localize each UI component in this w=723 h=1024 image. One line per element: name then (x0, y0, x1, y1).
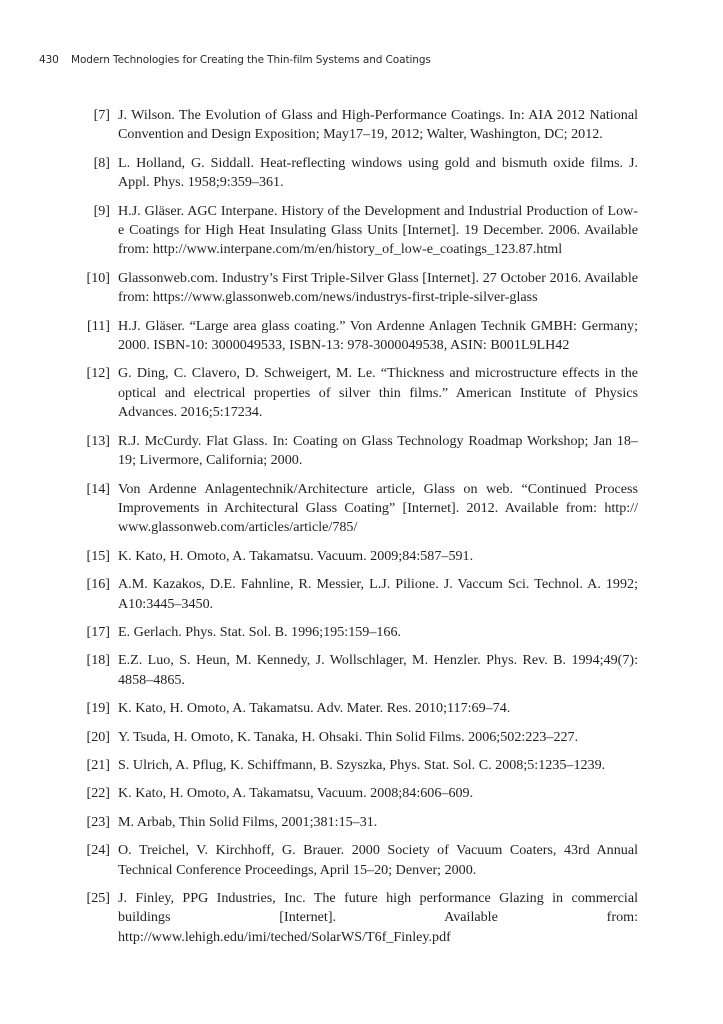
reference-number: [25] (86, 890, 110, 906)
reference-text: K. Kato, H. Omoto, A. Takamatsu. Vacuum. 2009;84:587–591. (118, 547, 474, 564)
reference-text: R.J. McCurdy. Flat Glass. In: Coating on Glass Technology Roadmap Workshop; Jan 18–19; Livermore, California; 2000. (118, 432, 638, 469)
reference-text: K. Kato, H. Omoto, A. Takamatsu. Adv. Mater. Res. 2010;117:69–74. (118, 700, 511, 717)
reference-text: S. Ulrich, A. Pflug, K. Schiffmann, B. Szyszka, Phys. Stat. Sol. C. 2008;5:1235–1239. (118, 756, 606, 773)
reference-number: [14] (86, 480, 110, 497)
reference-item (86, 269, 638, 308)
reference-number: [22] (86, 785, 110, 802)
reference-text: G. Ding, C. Clavero, D. Schweigert, M. Le. “Thickness and microstructure effects in the optical and electrical properties of silver thin films.” American Institute of Physics Advances. 2016;5:17234. (118, 365, 638, 421)
reference-text: H.J. Gläser. AGC Interpane. History of the Development and Industrial Production of Low-e Coatings for High Heat Insulating Glass Units [Internet]. 19 December. 2006. Available from: http://www.interpane.com/m/en/history_of_low-e_coatings_123.87.html (118, 202, 638, 258)
reference-item (86, 889, 638, 947)
reference-text: Glassonweb.com. Industry’s First Triple-Silver Glass [Internet]. 27 October 2016. Available from: https://www.glassonweb.com/news/industrys-first-triple-silver-glass (118, 269, 638, 306)
reference-item (86, 432, 638, 471)
reference-number: [20] (86, 728, 110, 745)
reference-item (86, 813, 638, 832)
reference-item (86, 651, 638, 690)
reference-item (86, 547, 638, 566)
reference-number: [12] (86, 365, 110, 382)
reference-text: E. Gerlach. Phys. Stat. Sol. B. 1996;195:159–166. (118, 623, 402, 640)
reference-item (86, 623, 638, 642)
reference-number: [21] (86, 756, 110, 773)
reference-item (86, 202, 638, 260)
reference-number: [7] (93, 107, 110, 123)
reference-item (86, 784, 638, 803)
reference-item (86, 728, 638, 747)
reference-number: [11] (87, 317, 110, 334)
reference-number: [16] (86, 576, 110, 593)
reference-number: [17] (86, 623, 110, 640)
reference-item (86, 756, 638, 775)
reference-item (86, 364, 638, 422)
reference-text: M. Arbab, Thin Solid Films, 2001;381:15–31. (118, 813, 378, 830)
reference-item (86, 317, 638, 356)
running-header (39, 54, 431, 66)
reference-text: J. Wilson. The Evolution of Glass and High-Performance Coatings. In: AIA 2012 National Convention and Design Exposition; May17–19, 2012; Walter, Washington, DC; 2012. (118, 107, 638, 143)
reference-number: [19] (86, 700, 110, 717)
reference-number: [8] (93, 154, 110, 171)
reference-item (86, 106, 638, 145)
reference-text: L. Holland, G. Siddall. Heat-reflecting windows using gold and bismuth oxide films. J. Appl. Phys. 1958;9:359–361. (118, 154, 638, 191)
reference-text: Y. Tsuda, H. Omoto, K. Tanaka, H. Ohsaki. Thin Solid Films. 2006;502:223–227. (118, 728, 579, 745)
reference-number: [24] (86, 842, 110, 859)
reference-item (86, 575, 638, 614)
reference-text: E.Z. Luo, S. Heun, M. Kennedy, J. Wollschlager, M. Henzler. Phys. Rev. B. 1994;49(7): 4858–4865. (118, 652, 638, 688)
reference-number: [9] (93, 202, 110, 219)
reference-text: Von Ardenne Anlagentechnik/Architecture article, Glass on web. “Continued Process Improvements in Architectural Glass Coating” [Internet]. 2012. Available from: http:// www.glassonweb.com/articles/article/785/ (118, 480, 638, 536)
reference-item (86, 154, 638, 193)
reference-text: H.J. Gläser. “Large area glass coating.” Von Ardenne Anlagen Technik GMBH: Germany; 2000. ISBN-10: 3000049533, ISBN-13: 978-3000049538, ASIN: B001L9LH42 (118, 317, 638, 354)
reference-number: [15] (86, 547, 110, 564)
page-number: 430 (39, 54, 59, 66)
reference-item (86, 841, 638, 880)
reference-item (86, 480, 638, 538)
reference-text: O. Treichel, V. Kirchhoff, G. Brauer. 2000 Society of Vacuum Coaters, 43rd Annual Technical Conference Proceedings, April 15–20; Denver; 2000. (118, 842, 638, 878)
reference-item (86, 699, 638, 718)
reference-list (86, 106, 638, 956)
reference-number: [13] (86, 432, 110, 449)
reference-number: [23] (86, 813, 110, 830)
reference-text: K. Kato, H. Omoto, A. Takamatsu, Vacuum. 2008;84:606–609. (118, 785, 474, 802)
reference-text: J. Finley, PPG Industries, Inc. The future high performance Glazing in commercial buildings [Internet]. Available from: http://www.lehigh.edu/imi/teched/SolarWS/T6f_Finley.pdf (118, 890, 638, 945)
book-title: Modern Technologies for Creating the Thin-film Systems and Coatings (71, 54, 431, 66)
reference-text: A.M. Kazakos, D.E. Fahnline, R. Messier, L.J. Pilione. J. Vaccum Sci. Technol. A. 1992; A10:3445–3450. (118, 576, 638, 612)
reference-number: [18] (86, 652, 110, 669)
reference-number: [10] (86, 269, 110, 286)
